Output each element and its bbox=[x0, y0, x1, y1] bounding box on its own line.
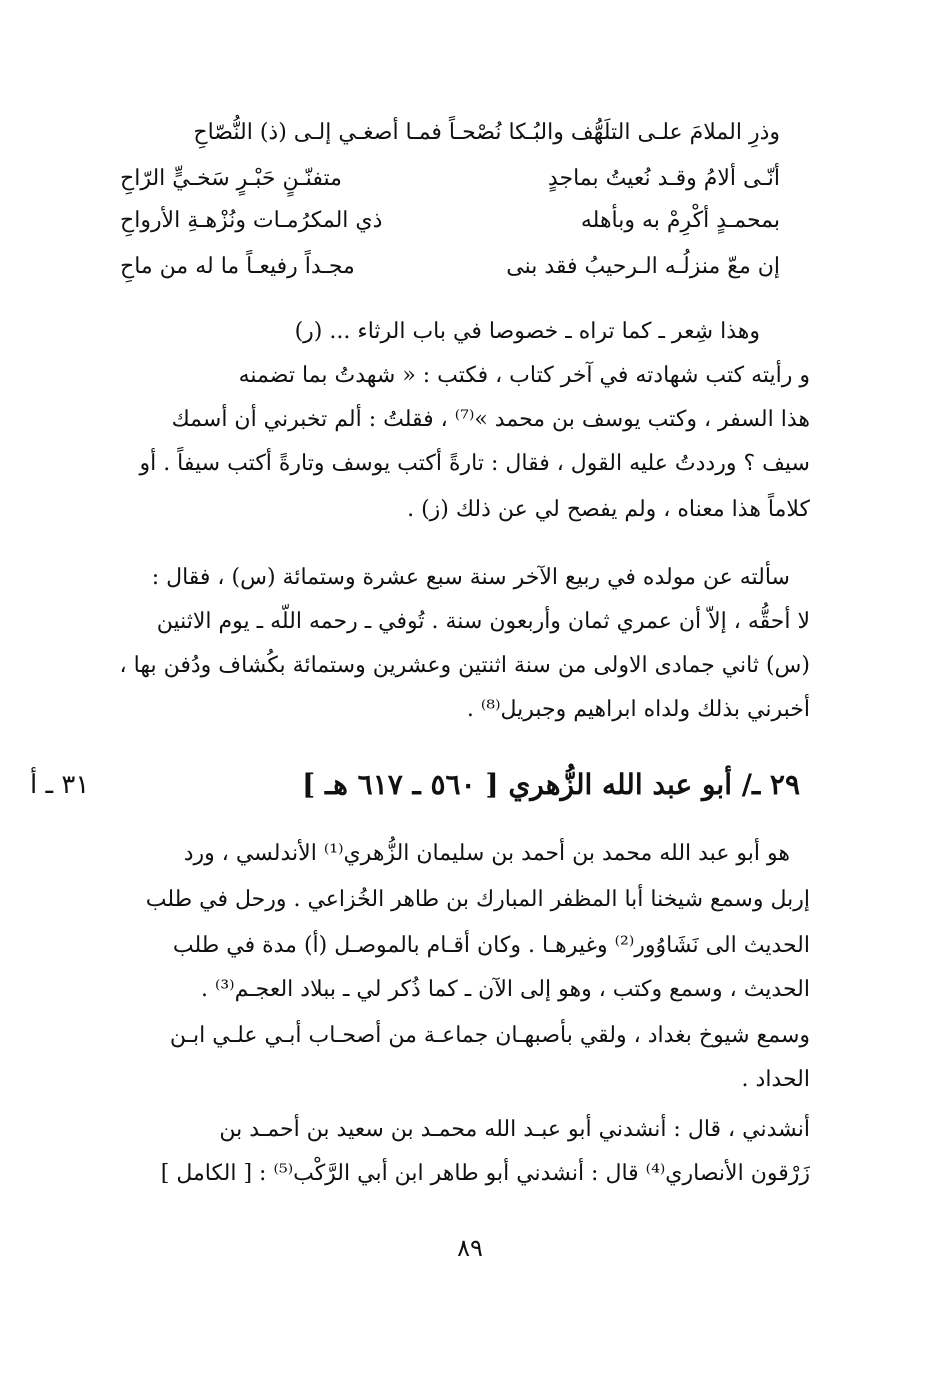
text-line: أخبرني بذلك ولداه ابراهيم وجبريل⁽⁸⁾ . bbox=[466, 697, 810, 722]
verse-first-hemistich: أنّـى ألامُ وقـد نُعيتُ بماجدٍ bbox=[547, 165, 780, 191]
text-line: الحديث ، وسمع وكتب ، وهو إلى الآن ـ كما ذُكر لي ـ ببلاد العجـم⁽³⁾ . bbox=[200, 977, 810, 1002]
text-line: و رأيته كتب شهادته في آخر كتاب ، فكتب : « شهدتُ بما تضمنه bbox=[238, 363, 810, 388]
verse-line bbox=[120, 158, 780, 198]
margin-folio-note: ٣١ ـ أ bbox=[30, 770, 90, 800]
text-line: أنشدني ، قال : أنشدني أبو عبـد الله محمـد بن سعيد بن أحمـد بن bbox=[219, 1117, 810, 1142]
text-line: زَرْقون الأنصاري⁽⁴⁾ قال : أنشدني أبو طاهر ابن أبي الرَّكْب⁽⁵⁾ : [ الكامل ] bbox=[160, 1161, 810, 1186]
verse-line bbox=[120, 246, 780, 286]
text-line: هو أبو عبد الله محمد بن أحمد بن سليمان الزُّهري⁽¹⁾ الأندلسي ، ورد bbox=[183, 841, 790, 866]
verse-second-hemistich: مجـداً رفيعـاً ما له من ماحِ bbox=[120, 253, 355, 279]
verse-line bbox=[120, 112, 780, 152]
text-line: وهذا شِعر ـ كما تراه ـ خصوصا في باب الرثاء ... (ر) bbox=[294, 319, 760, 344]
text-line: الحديث الى نَشَاوُور⁽²⁾ وغيرهـا . وكان أقـام بالموصـل (أ) مدة في طلب bbox=[172, 933, 810, 958]
text-line: كلاماً هذا معناه ، ولم يفصح لي عن ذلك (ز) . bbox=[407, 497, 810, 522]
text-line: سيف ؟ ورددتُ عليه القول ، فقال : تارةً أكتب يوسف وتارةً أكتب سيفاً . أو bbox=[139, 451, 810, 476]
text-line: لا أحقُّه ، إلاّ أن عمري ثمان وأربعون سنة . تُوفي ـ رحمه اللّه ـ يوم الاثنين bbox=[156, 609, 810, 634]
text-line: وسمع شيوخ بغداد ، ولقي بأصبهـان جماعـة من أصحـاب أبـي علـي ابـن bbox=[169, 1023, 810, 1048]
text-line: هذا السفر ، وكتب يوسف بن محمد »⁽⁷⁾ ، فقلتُ : ألم تخبرني أن أسمك bbox=[171, 407, 810, 432]
text-line: الحداد . bbox=[741, 1067, 810, 1092]
verse-text: وذرِ الملامَ علـى التلَهُّف والبُـكا نُصْحـاً فمـا أصغـي إلـى (ذ) النُّصّاحِ bbox=[193, 119, 780, 145]
page-number: ٨٩ bbox=[457, 1234, 483, 1262]
verse-first-hemistich: بمحمـدٍ أكْرِمْ به وبأهله bbox=[580, 207, 780, 233]
verse-first-hemistich: إن معّ منزلُـه الـرحيبُ فقد بنى bbox=[506, 253, 780, 279]
text-line: إربل وسمع شيخنا أبا المظفر المبارك بن طاهر الخُزاعي . ورحل في طلب bbox=[145, 887, 810, 912]
verse-line bbox=[120, 200, 780, 240]
verse-second-hemistich: متفنّـنٍ حَبْـرٍ سَخـيٍّ الرّاحِ bbox=[120, 165, 342, 191]
entry-heading: ٢٩ ـ/ أبو عبد الله الزُّهري [ ٥٦٠ ـ ٦١٧ هـ ] bbox=[301, 768, 800, 801]
text-line: سألته عن مولده في ربيع الآخر سنة سبع عشرة وستمائة (س) ، فقال : bbox=[151, 565, 790, 590]
verse-second-hemistich: ذي المكرُمـات ونُزْهـةِ الأرواحِ bbox=[120, 207, 383, 233]
text-line: (س) ثاني جمادى الاولى من سنة اثنتين وعشرين وستمائة بكُشاف ودُفن بها ، bbox=[119, 653, 810, 678]
